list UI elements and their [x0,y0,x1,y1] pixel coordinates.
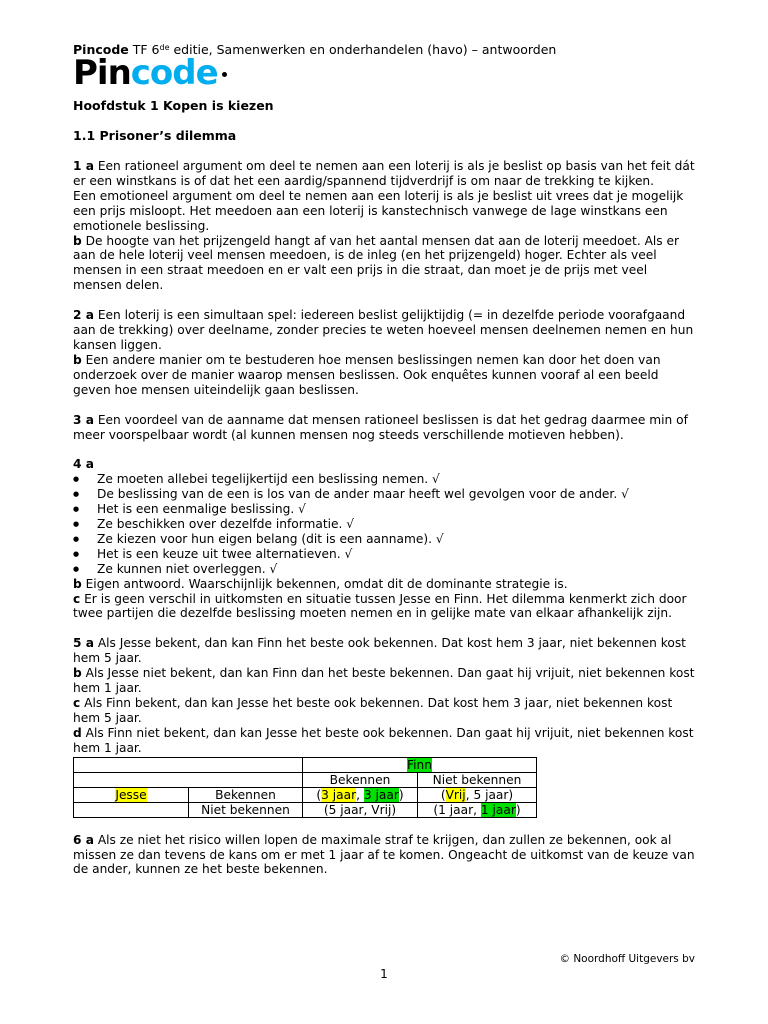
section-title: 1.1 Prisoner’s dilemma [73,128,237,143]
list-item: ● Ze kiezen voor hun eigen belang (dit is een aanname). √ [73,532,695,547]
jesse-label: Jesse [115,787,147,802]
answer-1b: b De hoogte van het prijzengeld hangt af van het aantal mensen dat aan de loterij meedoet. Als er aan de hele loterij veel mensen meedoen, is de inleg (en het prijzengeld) hoger. Echter als veel mensen in een straat meedoen en er valt een prijs in die straat, dan moet je de prijs met veel mensen delen. [73,233,680,293]
answer-2a: 2 a Een loterij is een simultaan spel: iedereen beslist gelijktijdig (= in dezelfde periode voorafgaand aan de trekking) over deelname, zonder precies te weten hoeveel mensen deelnemen nemen en hun kansen liggen. [73,308,694,352]
answer-6a: 6 a Als ze niet het risico willen lopen de maximale straf te krijgen, dan zullen ze bekennen, ook al missen ze dan tevens de kans om er met 1 jaar af te komen. Ongeacht de uitkomst van de keuze van de ander, kunnen ze het beste bekennen. [73,832,695,877]
list-item: ● De beslissing van de een is los van de ander maar heeft wel gevolgen voor de ander. √ [73,487,695,502]
list-item: ● Ze kunnen niet overleggen. √ [73,562,695,577]
answer-5a: 5 a Als Jesse bekent, dan kan Finn het beste ook bekennen. Dat kost hem 3 jaar, niet bekennen kost hem 5 jaar. [73,636,686,666]
answer-1a: 1 a Een rationeel argument om deel te nemen aan een loterij is als je beslist op basis van het feit dát er een winstkans is of dat het een aardig/spannend tijdverdrijf is om naar de trekking te kijken. [73,159,695,188]
answer-5c: c Als Finn bekent, dan kan Jesse het beste ook bekennen. Dat kost hem 3 jaar, niet bekennen kost hem 5 jaar. [73,696,673,725]
answer-5d: d Als Finn niet bekent, dan kan Jesse het beste ook bekennen. Dan gaat hij vrijuit, niet bekennen kost hem 1 jaar. [73,725,694,755]
cell-nb: (5 jaar, Vrij) [303,802,418,817]
list-item: ● Ze moeten allebei tegelijkertijd een beslissing nemen. √ [73,472,695,487]
chapter-title: Hoofdstuk 1 Kopen is kiezen [73,98,274,113]
answer-3a: 3 a Een voordeel van de aanname dat mensen rationeel beslissen is dat het gedrag daarmee min of meer voorspelbaar wordt (al kunnen mensen nog steeds verschillende motieven hebben). [73,412,688,442]
col-niet-bekennen: Niet bekennen [418,772,537,787]
page-number: 1 [380,967,388,981]
answer-4b: b Eigen antwoord. Waarschijnlijk bekennen, omdat dit de dominante strategie is. [73,576,568,591]
col-bekennen: Bekennen [303,772,418,787]
answer-4a-label: 4 a [73,457,94,472]
pincode-logo: Pincode [73,58,695,88]
cell-nn: (1 jaar, 1 jaar) [418,802,537,817]
answer-4c: c Er is geen verschil in uitkomsten en situatie tussen Jesse en Finn. Het dilemma kenmerkt zich door twee partijen die dezelfde beslissing moeten nemen en in gelijke mate van elkaar afhankelijk zijn. [73,591,687,621]
copyright-footer: © Noordhoff Uitgevers bv [559,953,695,965]
brand-name: Pincode [73,42,129,57]
finn-label: Finn [407,757,432,772]
answer-5b: b Als Jesse niet bekent, dan kan Finn dan het beste bekennen. Dan gaat hij vrijuit, niet bekennen kost hem 1 jaar. [73,666,695,696]
row-niet-bekennen: Niet bekennen [201,802,290,817]
row-bekennen: Bekennen [215,787,276,802]
answer-1a-cont: Een emotioneel argument om deel te nemen aan een loterij is als je beslist uit vrees dat je mogelijk een prijs misloopt. Het meedoen aan een loterij is kanstechnisch vanwege de lage winstkans een emotionele beslissing. [73,188,684,233]
answer-4a-list [73,472,695,576]
list-item: ● Ze beschikken over dezelfde informatie. √ [73,517,695,532]
document-page [73,42,695,877]
list-item: ● Het is een eenmalige beslissing. √ [73,502,695,517]
payoff-matrix [73,757,537,818]
list-item: ● Het is een keuze uit twee alternatieven. √ [73,547,695,562]
answer-2b: b Een andere manier om te bestuderen hoe mensen beslissingen nemen kan door het doen van onderzoek over de manier waarop mensen beslissen. Ook enquêtes kunnen vooraf al een beeld geven hoe mensen uiteindelijk gaan beslissen. [73,352,661,397]
running-header: Pincode TF 6de editie, Samenwerken en onderhandelen (havo) – antwoorden [73,42,557,57]
cell-bb: (3 jaar, 3 jaar) [303,787,418,802]
cell-bn: (Vrij, 5 jaar) [418,787,537,802]
